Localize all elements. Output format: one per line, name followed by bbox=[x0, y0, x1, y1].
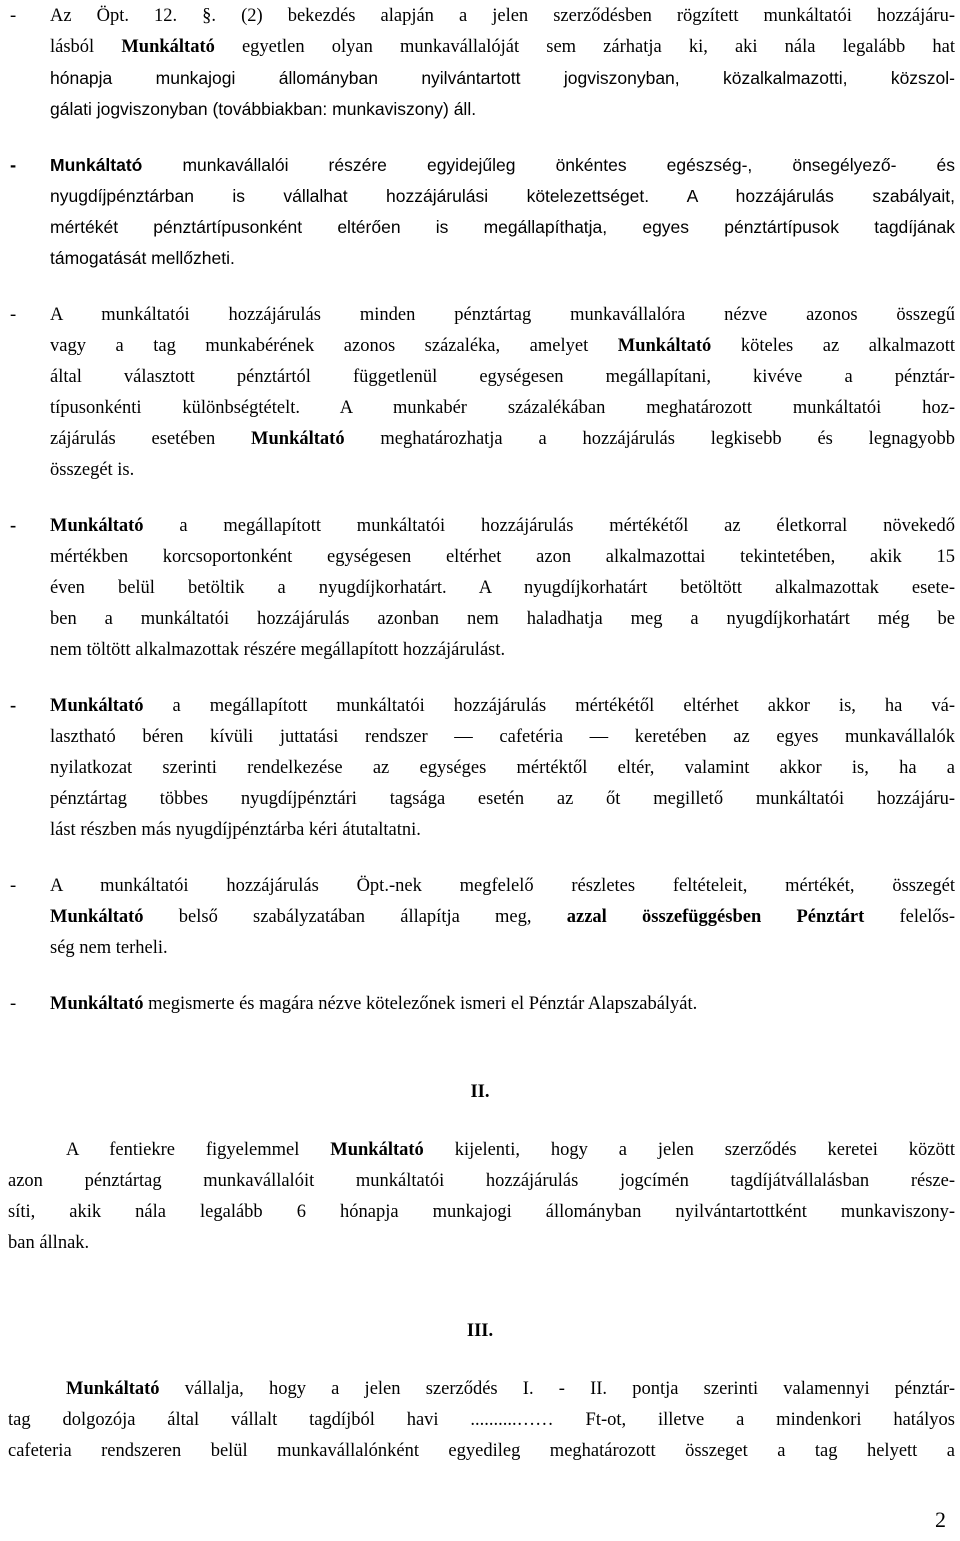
text-line: Az Öpt. 12. §. (2) bekezdés alapján a jelen szerződésben rögzített munkáltatói hozzájáru- bbox=[50, 6, 955, 26]
text-line: lásból Munkáltató egyetlen olyan munkavállalóját sem zárhatja ki, aki nála legalább hat bbox=[50, 37, 955, 57]
text-line: Munkáltató vállalja, hogy a jelen szerződés I. - II. pontja szerinti valamennyi pénztár- bbox=[66, 1379, 955, 1399]
text-line: hónapja munkajogi állományban nyilvántartott jogviszonyban, közalkalmazotti, közszol- bbox=[50, 68, 955, 88]
text-line: Munkáltató megismerte és magára nézve kötelezőnek ismeri el Pénztár Alapszabályát. bbox=[50, 994, 698, 1014]
text-line: gálati jogviszonyban (továbbiakban: munkaviszony) áll. bbox=[50, 99, 477, 119]
text-line: típusonkénti különbségtételt. A munkabér százalékában meghatározott munkáltatói hoz- bbox=[50, 398, 955, 418]
text-line: Munkáltató belső szabályzatában állapítja meg, azzal összefüggésben Pénztárt felelős- bbox=[50, 907, 955, 927]
text-line: nyugdíjpénztárban is vállalhat hozzájárulási kötelezettséget. A hozzájárulás szabályait, bbox=[50, 186, 955, 206]
page-number: 2 bbox=[935, 1507, 946, 1532]
text-line: zájárulás esetében Munkáltató meghatározhatja a hozzájárulás legkisebb és legnagyobb bbox=[50, 429, 955, 449]
text-line: támogatását mellőzheti. bbox=[50, 248, 235, 268]
bullet-dash: - bbox=[10, 6, 17, 26]
section-heading: II. bbox=[470, 1082, 490, 1102]
text-line: ben a munkáltatói hozzájárulás azonban nem haladhatja meg a nyugdíjkorhatárt még be bbox=[50, 609, 955, 629]
text-line: vagy a tag munkabérének azonos százaléka, amelyet Munkáltató köteles az alkalmazott bbox=[50, 336, 956, 356]
section-heading: III. bbox=[466, 1321, 494, 1341]
text-line: azon pénztártag munkavállalóit munkáltatói hozzájárulás jogcímén tagdíjátvállalásban része- bbox=[8, 1171, 955, 1191]
text-line: nyilatkozat szerinti rendelkezése az egységes mértéktől eltér, valamint akkor is, ha a bbox=[50, 758, 955, 778]
bullet-dash: - bbox=[10, 516, 17, 536]
text-line: mértékben korcsoportonként egységesen eltérhet azon alkalmazottai tekintetében, akik 15 bbox=[50, 547, 955, 567]
text-line: ban állnak. bbox=[8, 1233, 90, 1253]
text-line: mértékét pénztártípusonként eltérően is megállapíthatja, egyes pénztártípusok tagdíjának bbox=[50, 217, 955, 237]
text-line: összegét is. bbox=[50, 460, 135, 480]
text-line: A fentiekre figyelemmel Munkáltató kijelenti, hogy a jelen szerződés keretei között bbox=[66, 1140, 955, 1160]
text-line: Munkáltató munkavállalói részére egyidejűleg önkéntes egészség-, önsegélyező- és bbox=[50, 155, 955, 175]
text-line: pénztártag többes nyugdíjpénztári tagsága esetén az őt megillető munkáltatói hozzájáru- bbox=[50, 789, 955, 809]
text-line: A munkáltatói hozzájárulás minden pénztártag munkavállalóra nézve azonos összegű bbox=[50, 305, 955, 325]
text-line: ség nem terheli. bbox=[50, 938, 168, 958]
text-line: Munkáltató a megállapított munkáltatói hozzájárulás mértékétől az életkorral növekedő bbox=[50, 516, 955, 536]
text-line: nem töltött alkalmazottak részére megállapított hozzájárulást. bbox=[50, 640, 506, 660]
bullet-dash: - bbox=[10, 305, 17, 325]
text-line: éven belül betöltik a nyugdíjkorhatárt. A nyugdíjkorhatárt betöltött alkalmazottak esete- bbox=[50, 578, 955, 598]
text-line: Munkáltató a megállapított munkáltatói hozzájárulás mértékétől eltérhet akkor is, ha vá- bbox=[50, 696, 955, 716]
bullet-dash: - bbox=[10, 696, 17, 716]
bullet-dash: - bbox=[10, 994, 17, 1014]
bullet-dash: - bbox=[10, 876, 17, 896]
bullet-dash: - bbox=[10, 154, 17, 175]
text-line: által választott pénztártól függetlenül egységesen megállapítani, kivéve a pénztár- bbox=[50, 367, 955, 387]
text-line: A munkáltatói hozzájárulás Öpt.-nek megfelelő részletes feltételeit, mértékét, összegét bbox=[50, 876, 955, 896]
text-line: síti, akik nála legalább 6 hónapja munkajogi állományban nyilvántartottként munkaviszony- bbox=[8, 1202, 955, 1222]
text-line: cafeteria rendszeren belül munkavállalónként egyedileg meghatározott összeget a tag helyett a bbox=[8, 1441, 955, 1461]
text-line: tag dolgozója által vállalt tagdíjból havi ..........…… Ft-ot, illetve a mindenkori hatályos bbox=[8, 1410, 955, 1430]
text-line: lást részben más nyugdíjpénztárba kéri átutaltatni. bbox=[50, 820, 421, 840]
text-line: lasztható béren kívüli juttatási rendszer — cafetéria — keretében az egyes munkavállalók bbox=[50, 727, 955, 747]
